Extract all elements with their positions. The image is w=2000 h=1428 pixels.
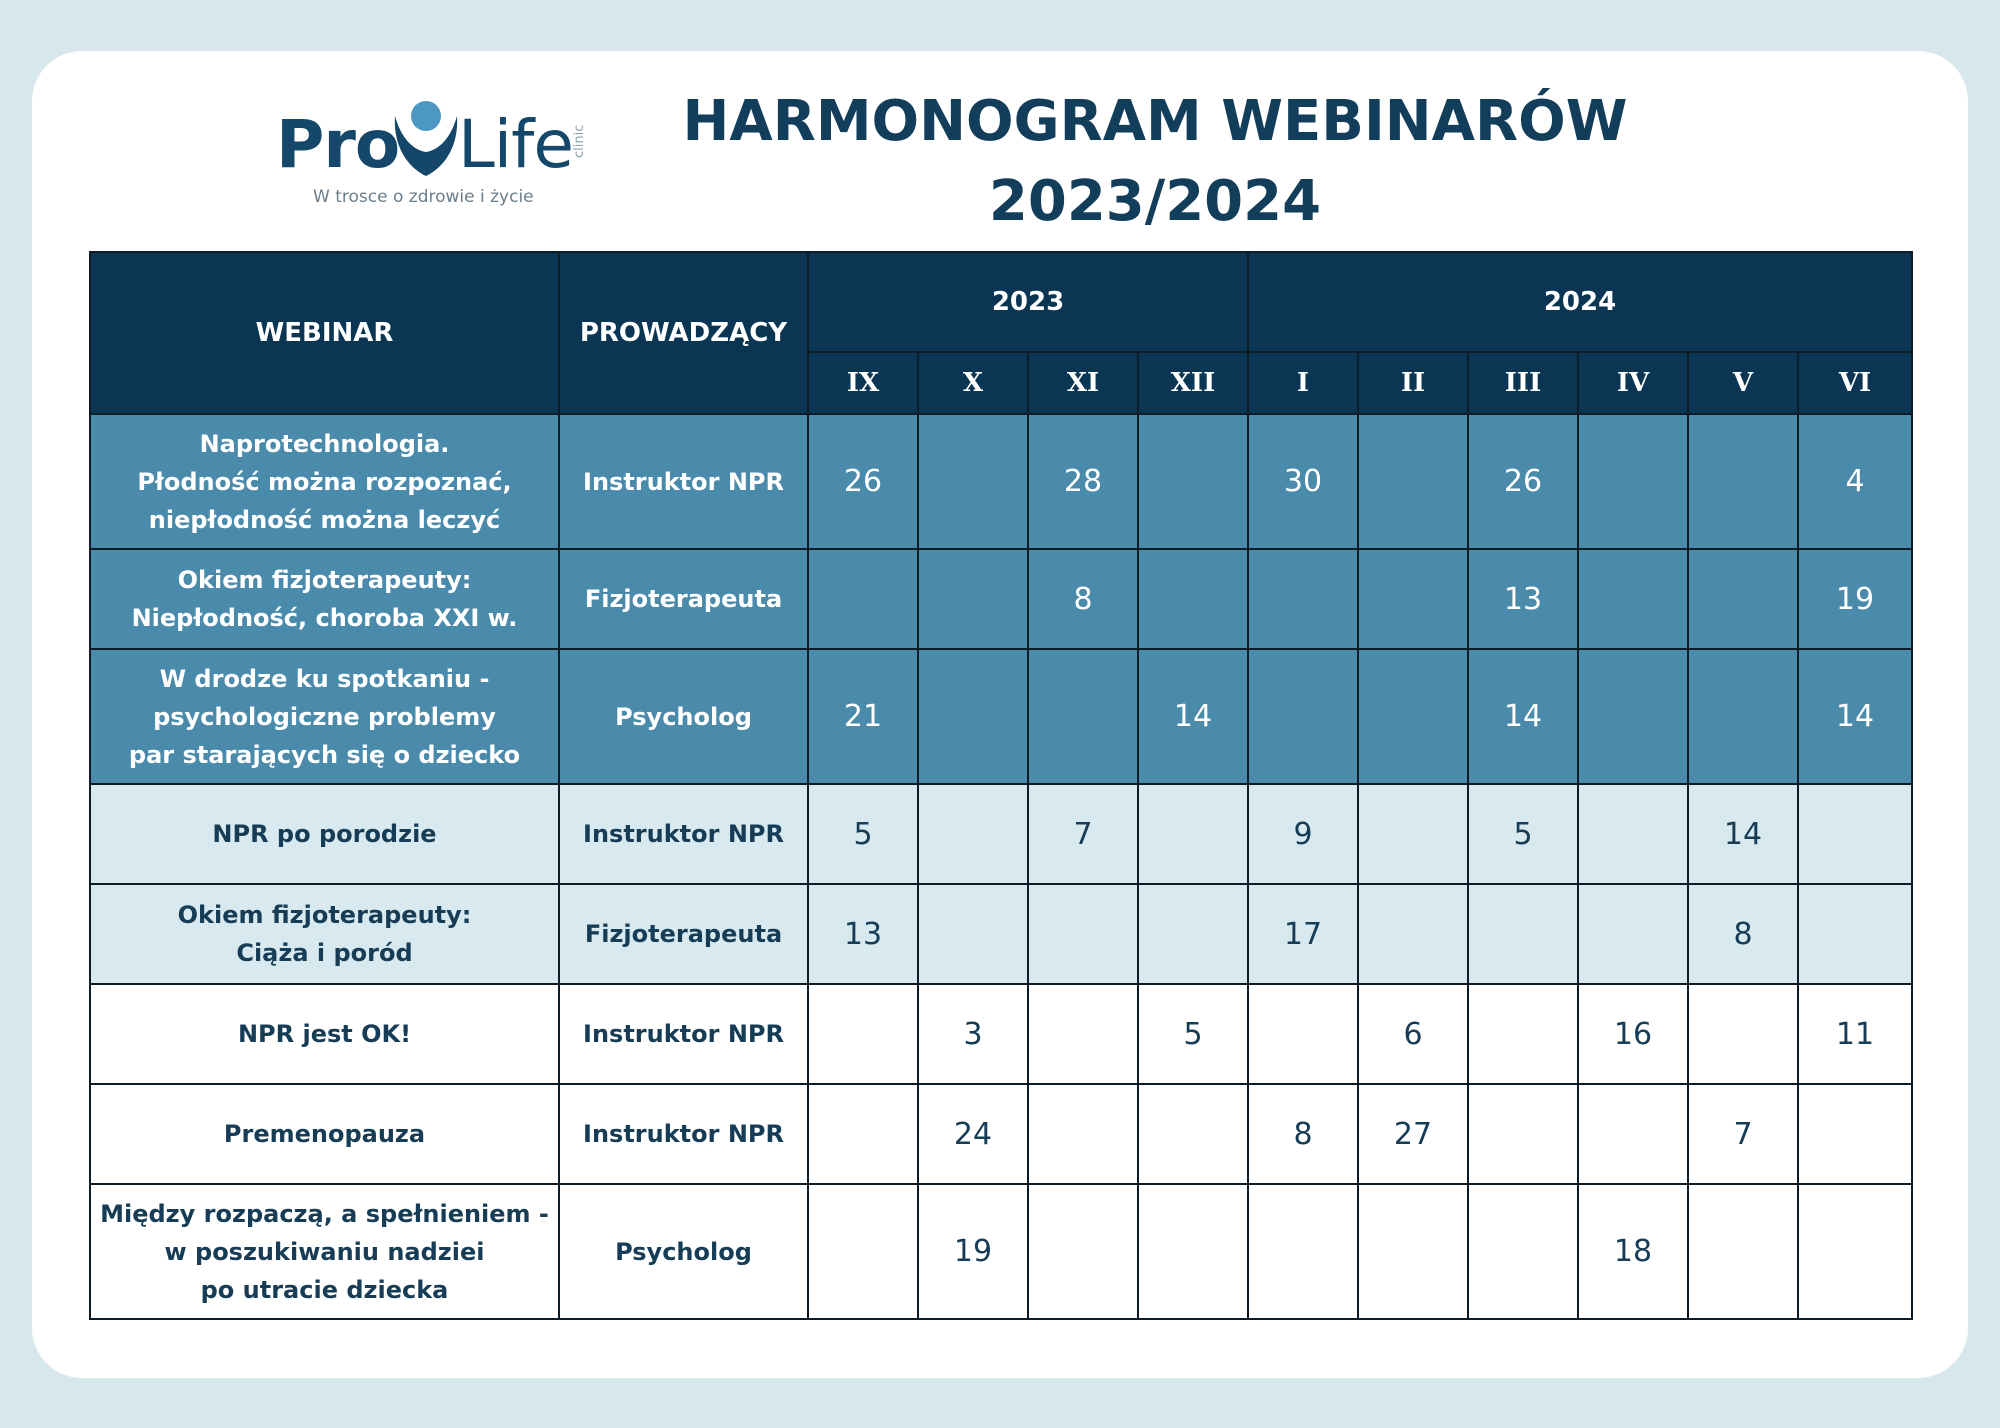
date-cell: 14 [1138,649,1248,784]
webinar-name-line: niepłodność można leczyć [148,505,501,534]
date-cell [1248,549,1358,649]
date-cell [1138,1184,1248,1319]
title-line-2: 2023/2024 [988,169,1322,234]
date-cell [1798,1084,1912,1184]
logo-figure-icon [391,96,461,178]
date-cell [1358,549,1468,649]
date-cell: 7 [1688,1084,1798,1184]
date-cell: 19 [1798,549,1912,649]
date-cell: 26 [808,414,918,549]
date-cell: 30 [1248,414,1358,549]
logo-life-text: Life [458,106,573,183]
header-year-2024: 2024 [1248,252,1912,352]
date-cell [808,549,918,649]
webinar-name-cell [90,549,559,649]
header-month: XII [1138,352,1248,414]
date-cell: 5 [1468,784,1578,884]
webinar-name-line: NPR jest OK! [237,1020,412,1048]
webinar-name-line: W drodze ku spotkaniu - [159,664,490,693]
date-cell [1798,1184,1912,1319]
date-cell: 21 [808,649,918,784]
date-cell [1138,884,1248,984]
date-cell [1798,784,1912,884]
date-cell [1578,884,1688,984]
header-month: II [1358,352,1468,414]
date-cell [1138,549,1248,649]
date-cell [1468,884,1578,984]
header-month: V [1688,352,1798,414]
date-cell [1358,884,1468,984]
webinar-name-line: Okiem fizjoterapeuty: [177,901,472,929]
header-month: XI [1028,352,1138,414]
logo-pro-text: Pro [276,106,400,183]
webinar-name-cell [90,884,559,984]
date-cell: 19 [918,1184,1028,1319]
date-cell [1578,784,1688,884]
webinar-name-cell [90,649,559,784]
webinar-name-line: Niepłodność, choroba XXI w. [131,604,518,632]
date-cell: 7 [1028,784,1138,884]
webinar-name-line: Okiem fizjoterapeuty: [177,566,472,594]
date-cell [1688,1184,1798,1319]
webinar-name-line: Ciąża i poród [236,939,413,967]
date-cell [1138,784,1248,884]
title-line-1: HARMONOGRAM WEBINARÓW [682,89,1628,154]
date-cell: 8 [1248,1084,1358,1184]
date-cell [1028,884,1138,984]
date-cell [1138,414,1248,549]
date-cell [1798,884,1912,984]
date-cell [1248,649,1358,784]
date-cell: 18 [1578,1184,1688,1319]
table-row [90,549,1912,649]
lead-cell: Fizjoterapeuta [559,549,808,649]
date-cell [1138,1084,1248,1184]
webinar-name-cell [90,1084,559,1184]
date-cell: 14 [1468,649,1578,784]
date-cell [918,649,1028,784]
date-cell [1688,649,1798,784]
date-cell [1468,1084,1578,1184]
date-cell [1688,984,1798,1084]
date-cell: 27 [1358,1084,1468,1184]
date-cell [1578,414,1688,549]
webinar-name-line: Płodność można rozpoznać, [137,467,512,496]
date-cell: 16 [1578,984,1688,1084]
webinar-schedule-table [89,251,1913,1320]
header-webinar: WEBINAR [90,252,559,414]
page-title [620,82,1690,242]
date-cell [1688,414,1798,549]
webinar-name-line: po utracie dziecka [200,1275,449,1304]
table-row [90,649,1912,784]
webinar-name-cell [90,414,559,549]
header-year-2023: 2023 [808,252,1248,352]
date-cell [1358,1184,1468,1319]
date-cell [1028,649,1138,784]
prolife-logo [276,96,596,216]
date-cell: 13 [808,884,918,984]
date-cell [808,1084,918,1184]
header-lead: PROWADZĄCY [559,252,808,414]
date-cell: 26 [1468,414,1578,549]
lead-cell: Instruktor NPR [559,414,808,549]
header-month: IV [1578,352,1688,414]
date-cell [1248,984,1358,1084]
table-row [90,414,1912,549]
webinar-name-line: Naprotechnologia. [199,429,450,458]
date-cell: 13 [1468,549,1578,649]
date-cell: 11 [1798,984,1912,1084]
date-cell [1578,649,1688,784]
date-cell: 14 [1688,784,1798,884]
webinar-name-cell [90,1184,559,1319]
date-cell [1358,414,1468,549]
header-month: I [1248,352,1358,414]
table-row [90,784,1912,884]
date-cell [1578,1084,1688,1184]
date-cell: 28 [1028,414,1138,549]
table-row [90,1184,1912,1319]
date-cell: 8 [1688,884,1798,984]
webinar-name-cell [90,984,559,1084]
date-cell: 8 [1028,549,1138,649]
date-cell [918,414,1028,549]
lead-cell: Fizjoterapeuta [559,884,808,984]
date-cell: 14 [1798,649,1912,784]
date-cell [1468,984,1578,1084]
webinar-name-line: Premenopauza [223,1120,426,1148]
lead-cell: Psycholog [559,1184,808,1319]
webinar-name-line: par starających się o dziecko [128,740,521,769]
lead-cell: Psycholog [559,649,808,784]
date-cell: 6 [1358,984,1468,1084]
date-cell [918,884,1028,984]
logo-tagline: W trosce o zdrowie i życie [313,187,534,207]
date-cell [1028,1184,1138,1319]
date-cell [808,1184,918,1319]
header-month: X [918,352,1028,414]
webinar-name-line: Między rozpaczą, a spełnieniem - [100,1199,549,1228]
header-month: IX [808,352,918,414]
table-row [90,1084,1912,1184]
logo-clinic-text: clinic [572,124,587,158]
date-cell [1028,1084,1138,1184]
date-cell: 4 [1798,414,1912,549]
webinar-name-line: NPR po porodzie [212,820,437,848]
date-cell [918,784,1028,884]
date-cell: 5 [808,784,918,884]
header-month: III [1468,352,1578,414]
webinar-name-line: w poszukiwaniu nadziei [164,1237,485,1266]
date-cell [1358,649,1468,784]
date-cell [1358,784,1468,884]
date-cell: 9 [1248,784,1358,884]
date-cell: 24 [918,1084,1028,1184]
table-row [90,884,1912,984]
date-cell [1578,549,1688,649]
lead-cell: Instruktor NPR [559,984,808,1084]
date-cell: 5 [1138,984,1248,1084]
date-cell: 17 [1248,884,1358,984]
date-cell [1468,1184,1578,1319]
date-cell [1028,984,1138,1084]
date-cell [1248,1184,1358,1319]
webinar-name-line: psychologiczne problemy [153,702,496,731]
lead-cell: Instruktor NPR [559,784,808,884]
date-cell [808,984,918,1084]
date-cell: 3 [918,984,1028,1084]
webinar-name-cell [90,784,559,884]
header-month: VI [1798,352,1912,414]
date-cell [1688,549,1798,649]
lead-cell: Instruktor NPR [559,1084,808,1184]
date-cell [918,549,1028,649]
table-row [90,984,1912,1084]
